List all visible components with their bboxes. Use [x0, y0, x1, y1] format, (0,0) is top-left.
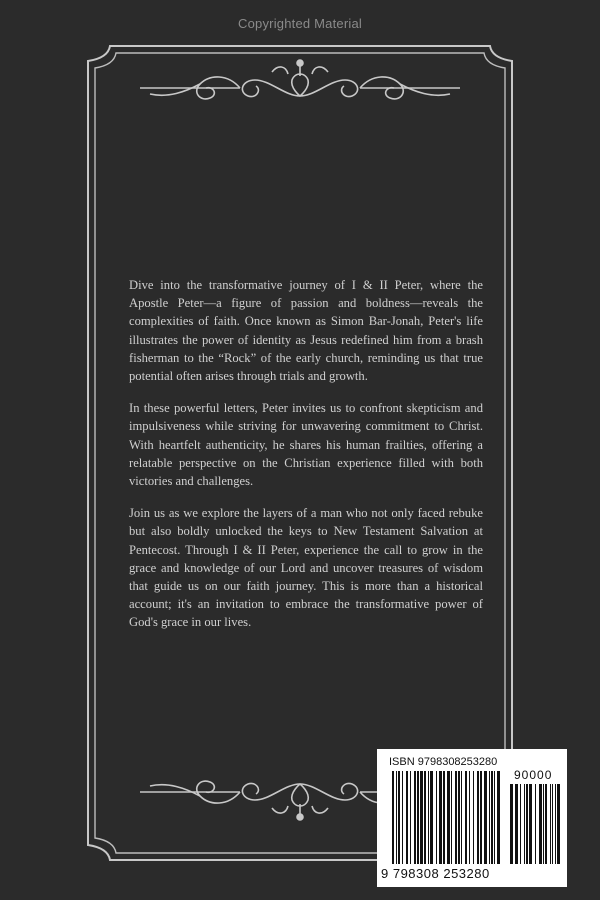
- barcode-bar: [550, 784, 551, 864]
- barcode-bar: [539, 784, 542, 864]
- barcode-bar: [398, 771, 400, 864]
- isbn-label: ISBN 9798308253280: [389, 756, 498, 768]
- barcode-bar: [529, 784, 532, 864]
- barcode-bar: [497, 771, 500, 864]
- description-paragraph-1: Dive into the transformative journey of I & II Peter, where the Apostle Peter—a figure of passion and boldness—reveals the complexities of faith. Once known as Simon Bar-Jonah, Peter's life illustrates the power of identity as Jesus redefined him from a brash fisherman to the “Rock” of the early church, reminding us that true potential often arises through trials and growth.: [129, 278, 483, 384]
- barcode-bar: [447, 771, 450, 864]
- barcode-bar: [545, 784, 547, 864]
- barcode-bar: [526, 784, 528, 864]
- barcode-bar: [555, 784, 556, 864]
- barcode-bar: [515, 784, 518, 864]
- description-paragraph-3: Join us as we explore the layers of a man who not only faced rebuke but also boldly unlocked the keys to New Testament Salvation at Pentecost. Through I & II Peter, experience the call to grow in the grace and knowledge of our Lord and uncover treasures of wisdom that guide us on our faith journey. This is more than a historical account; it's an invitation to embrace the transformative power of God's grace in our lives.: [129, 506, 483, 630]
- barcode-bar: [417, 771, 419, 864]
- barcode-bar: [494, 771, 495, 864]
- barcode-bar: [406, 771, 408, 864]
- barcode-bar: [420, 771, 423, 864]
- addon-barcode: [510, 784, 560, 864]
- barcode-bar: [524, 784, 525, 864]
- barcode-bar: [557, 784, 560, 864]
- price-code: 90000: [514, 768, 553, 782]
- barcode-bar: [410, 771, 411, 864]
- barcode-bar: [473, 771, 474, 864]
- barcode-bar: [552, 784, 553, 864]
- barcode-bar: [443, 771, 445, 864]
- barcode-bar: [455, 771, 457, 864]
- barcode-bar: [414, 771, 416, 864]
- barcode-bar: [439, 771, 442, 864]
- barcode-bar: [430, 771, 433, 864]
- isbn-digits: 9 798308 253280: [381, 866, 490, 881]
- barcode-bar: [458, 771, 460, 864]
- description-paragraph-2: In these powerful letters, Peter invites us to confront skepticism and impulsiveness while striving for unwavering commitment to Christ. With heartfelt authenticity, he shares his human frailties, offering a relatable perspective on the Christian experience filled with both victories and challenges.: [129, 401, 483, 489]
- barcode-bar: [543, 784, 544, 864]
- barcode-bar: [484, 771, 487, 864]
- ean-barcode: [392, 771, 500, 864]
- barcode-bar: [465, 771, 467, 864]
- barcode-bar: [535, 784, 536, 864]
- barcode-bar: [392, 771, 394, 864]
- barcode-bar: [436, 771, 437, 864]
- barcode-bar: [510, 784, 513, 864]
- barcode-bar: [477, 771, 479, 864]
- barcode-bar: [469, 771, 470, 864]
- barcode-bar: [491, 771, 493, 864]
- barcode-bar: [461, 771, 462, 864]
- barcode-bar: [402, 771, 403, 864]
- barcode-bar: [428, 771, 429, 864]
- copyright-watermark: Copyrighted Material: [238, 16, 362, 31]
- barcode-bar: [396, 771, 397, 864]
- barcode-bar: [480, 771, 482, 864]
- barcode-bar: [424, 771, 426, 864]
- barcode-bar: [451, 771, 452, 864]
- barcode-bar: [520, 784, 521, 864]
- barcode-bar: [489, 771, 490, 864]
